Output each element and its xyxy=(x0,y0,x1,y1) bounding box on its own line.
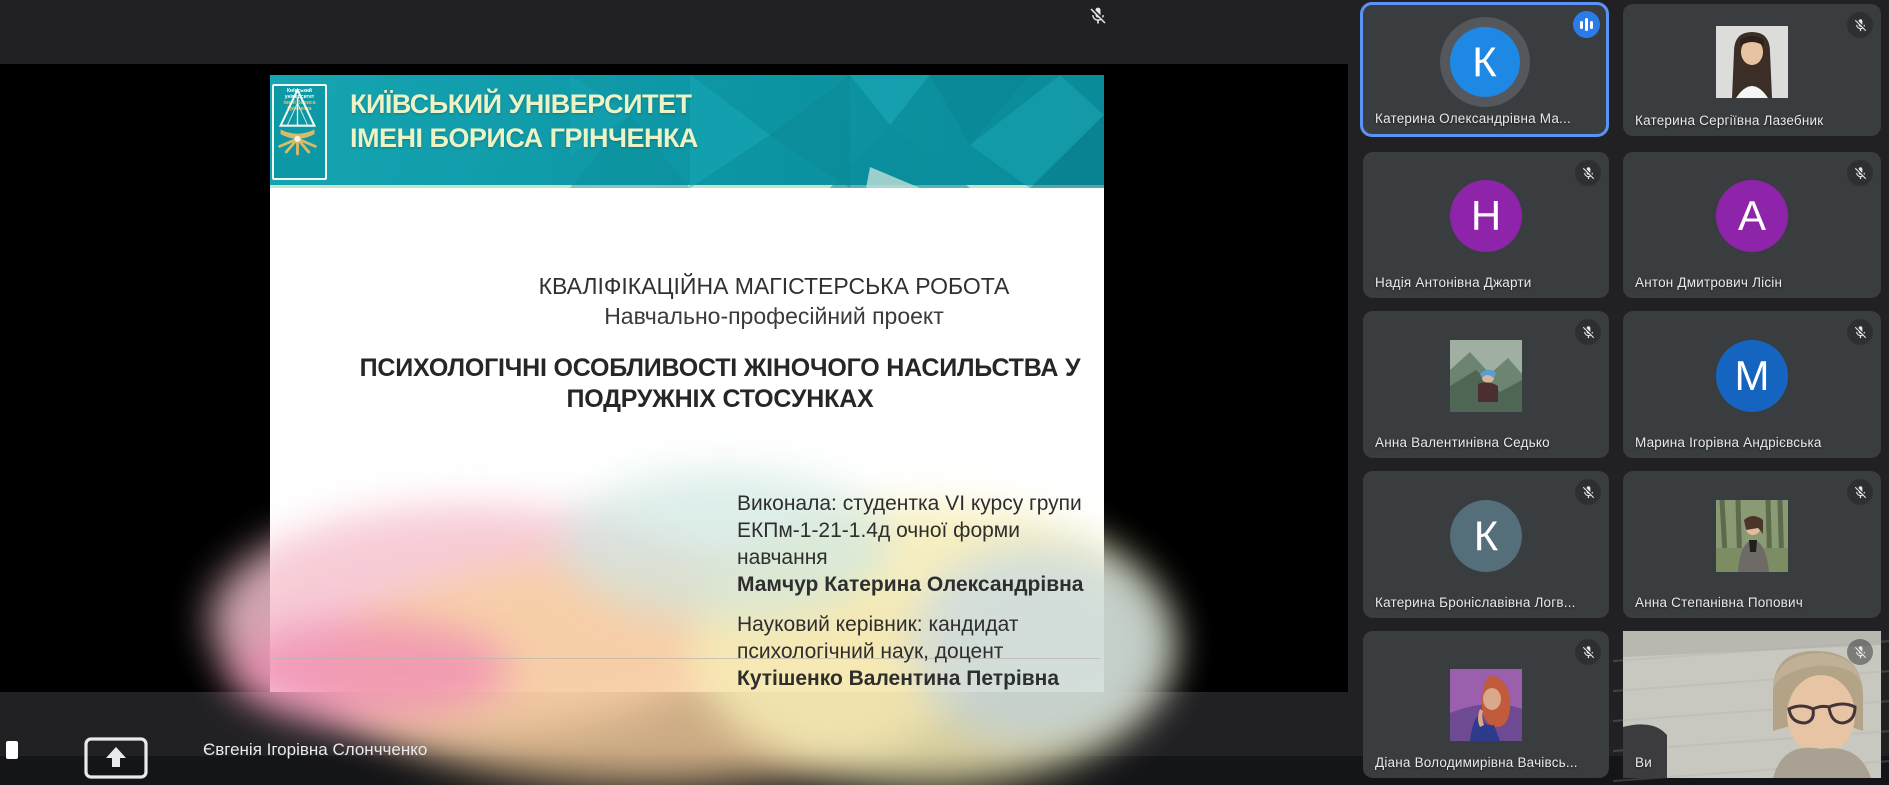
executor-line: навчання xyxy=(737,546,828,569)
mic-off-icon xyxy=(1847,160,1873,186)
mic-off-icon xyxy=(1575,319,1601,345)
avatar: Н xyxy=(1450,180,1522,252)
participant-tile[interactable] xyxy=(1623,311,1881,458)
participant-tile[interactable] xyxy=(1360,2,1609,137)
slide-subtitle-1: КВАЛІФІКАЦІЙНА МАГІСТЕРСЬКА РОБОТА xyxy=(538,273,1010,299)
participant-tile-self[interactable] xyxy=(1623,631,1881,778)
shared-screen-tile[interactable] xyxy=(0,64,1348,692)
mic-off-icon xyxy=(1575,479,1601,505)
logo-text-line1: Київський університет xyxy=(284,88,315,100)
university-banner xyxy=(270,75,1104,188)
speaking-indicator-icon xyxy=(1573,11,1600,38)
executor-block xyxy=(737,490,1092,598)
avatar: К xyxy=(1450,500,1522,572)
avatar: М xyxy=(1716,340,1788,412)
slide-subtitle-2: Навчально-професійний проект xyxy=(604,303,944,329)
participant-name: Катерина Сергіївна Лазебник xyxy=(1635,113,1824,128)
participant-name-you: Ви xyxy=(1635,755,1652,770)
presenter-name: Євгенія Ігорівна Слончченко xyxy=(203,740,428,759)
mic-off-icon xyxy=(1575,160,1601,186)
self-video xyxy=(1623,631,1881,778)
executor-name: Мамчур Катерина Олександрівна xyxy=(737,573,1084,596)
participant-name: Катерина Олександрівна Ма... xyxy=(1375,111,1571,126)
executor-line: ЕКПм-1-21-1.4д очної форми xyxy=(737,519,1020,542)
mic-off-icon xyxy=(1847,319,1873,345)
mic-off-icon xyxy=(1088,6,1108,26)
avatar: К xyxy=(1450,27,1520,97)
slide-title-line1: ПСИХОЛОГІЧНІ ОСОБЛИВОСТІ ЖІНОЧОГО НАСИЛЬСТВА У xyxy=(359,354,1081,382)
mic-off-icon xyxy=(1847,479,1873,505)
banner-title-line2: ІМЕНІ БОРИСА ГРІНЧЕНКА xyxy=(350,123,698,153)
slide-subtitle-block xyxy=(450,271,1098,331)
avatar: А xyxy=(1716,180,1788,252)
slide-title xyxy=(340,353,1100,415)
participant-name: Анна Валентинівна Седько xyxy=(1375,435,1550,450)
supervisor-line: Науковий керівник: кандидат xyxy=(737,613,1019,636)
participant-tile[interactable] xyxy=(1363,311,1609,458)
participant-tile[interactable] xyxy=(1623,4,1881,136)
avatar xyxy=(1450,669,1522,741)
mic-off-icon xyxy=(1575,639,1601,665)
participant-tile[interactable] xyxy=(1363,471,1609,618)
mic-off-icon xyxy=(1847,12,1873,38)
presentation-slide xyxy=(270,75,1104,692)
participant-name: Надія Антонівна Джарти xyxy=(1375,275,1532,290)
pastel-wave xyxy=(230,620,510,720)
mic-off-icon xyxy=(1847,639,1873,665)
logo-text-line2: імені Бориса Грінченка xyxy=(283,100,316,112)
participant-name: Антон Дмитрович Лісін xyxy=(1635,275,1783,290)
participant-tile[interactable] xyxy=(1623,471,1881,618)
avatar xyxy=(1716,26,1788,98)
university-logo xyxy=(272,84,327,180)
pin-marker-icon xyxy=(6,741,18,759)
supervisor-name: Кутішенко Валентина Петрівна xyxy=(737,667,1060,690)
avatar xyxy=(1450,340,1522,412)
banner-title xyxy=(350,87,698,155)
participant-tile[interactable] xyxy=(1623,152,1881,298)
avatar xyxy=(1716,500,1788,572)
screen-share-icon xyxy=(84,737,148,779)
supervisor-line: психологічний наук, доцент xyxy=(737,640,1004,663)
participant-name: Катерина Броніславівна Логв... xyxy=(1375,595,1576,610)
university-emblem-icon xyxy=(274,86,321,156)
supervisor-block xyxy=(737,611,1092,692)
participant-name: Марина Ігорівна Андрієвська xyxy=(1635,435,1822,450)
banner-title-line1: КИЇВСЬКИЙ УНІВЕРСИТЕТ xyxy=(350,89,692,119)
participant-name: Анна Степанівна Попович xyxy=(1635,595,1803,610)
participant-tile[interactable] xyxy=(1363,631,1609,778)
participant-name: Діана Володимирівна Вачівсь... xyxy=(1375,755,1578,770)
executor-line: Виконала: студентка VI курсу групи xyxy=(737,492,1082,515)
participant-tile[interactable] xyxy=(1363,152,1609,298)
slide-title-line2: ПОДРУЖНІХ СТОСУНКАХ xyxy=(566,385,874,413)
